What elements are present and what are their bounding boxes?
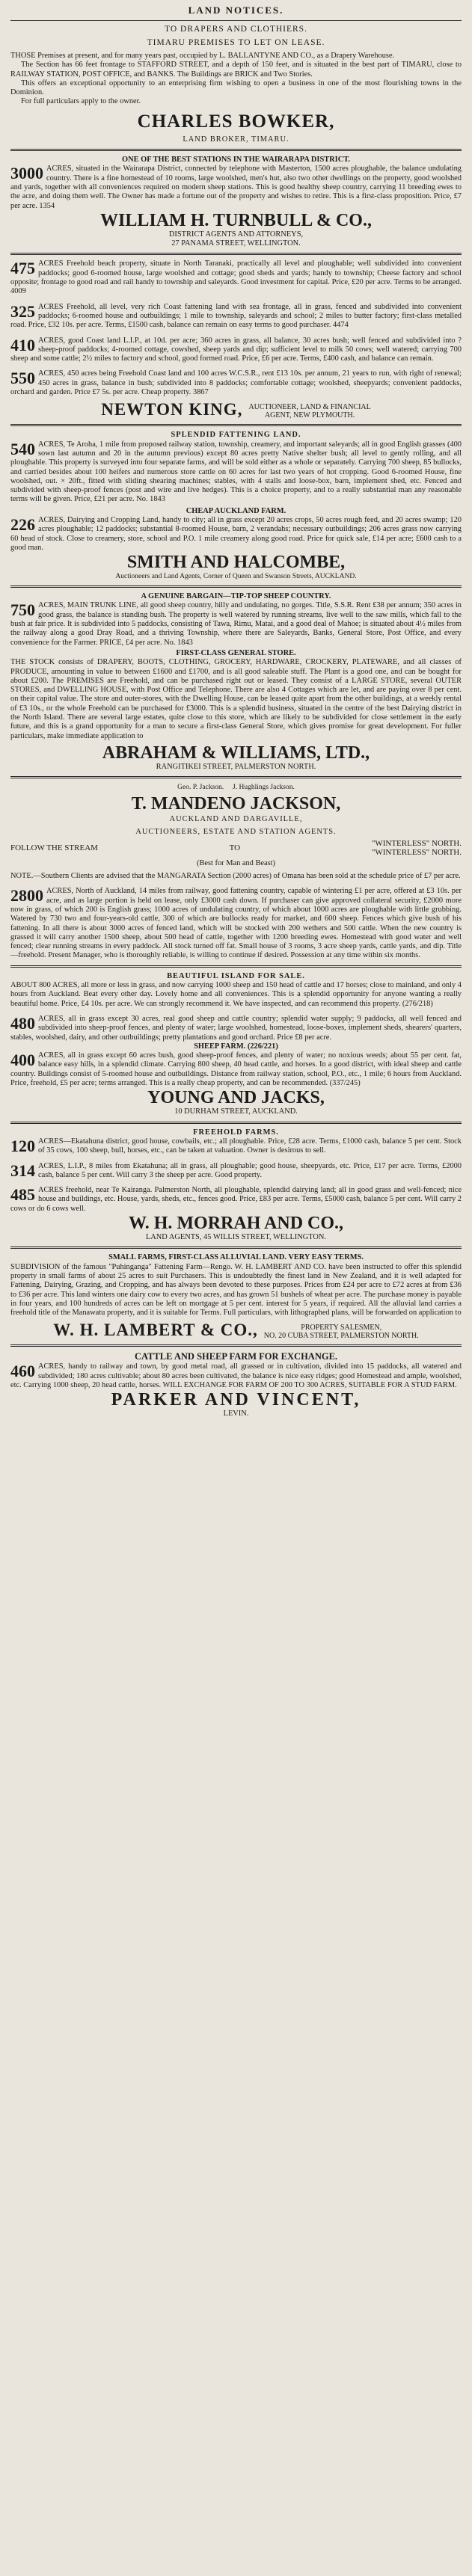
divider <box>10 424 462 426</box>
agent-address: RANGITIKEI STREET, PALMERSTON NORTH. <box>156 762 316 771</box>
agent-address: LAND AGENTS, 45 WILLIS STREET, WELLINGTON. <box>145 1233 327 1242</box>
agent-title: DISTRICT AGENTS AND ATTORNEYS, <box>168 230 304 239</box>
ad-ref: 3867 <box>193 388 209 397</box>
agent-place: AUCKLAND AND DARGAVILLE, <box>169 815 303 824</box>
agent-address: 10 DURHAM STREET, AUCKLAND. <box>174 1107 298 1116</box>
agent-title: AUCTIONEER, LAND & FINANCIAL <box>248 403 371 412</box>
ad-ref: No. 1843 <box>136 495 165 504</box>
listing-body: ACRES, Dairying and Cropping Land, handy to city; all in grass except 20 acres crops, 50 acres rough feed, and 20 acres swamp; 120 acres ploughable; 12 paddocks; substantial 8-roomed House, barn, 2 verandahs; necessary outbuildings; 206 acres grass now carrying 60 head of stock. Close to creamery, store, school and P.O. 1 mile creamery along good road. Price for quick sale, £14 per acre; £600 cash to a good man. <box>10 515 462 552</box>
ad-heading: BEAUTIFUL ISLAND FOR SALE. <box>167 971 305 980</box>
ad-heading: SMALL FARMS, FIRST-CLASS ALLUVIAL LAND. VERY EASY TERMS. <box>108 1253 364 1262</box>
acreage-number: 400 <box>10 1051 35 1070</box>
slogan-to: TO <box>229 843 241 852</box>
acreage-number: 485 <box>10 1185 35 1205</box>
acreage-number: 475 <box>10 259 35 278</box>
listing-body: ACRES—Ekatahuna district, good house, cowbails, etc.; all ploughable. Price, £28 acre. Terms, £1000 cash, balance 5 per cent. Stock of 35 cows, 100 sheep, bull, horses, etc., can be taken at valuation. Owner is desirous to sell. <box>38 1137 462 1155</box>
ad-morrah <box>10 1128 462 1243</box>
ad-body: ACRES, situated in the Wairarapa District, connected by telephone with Masterton, 1500 acres ploughable, the balance undulating country. There is a fine homestead of 10 rooms, large woolshed, men's hut, also two other dwellings on the property, good woolshed and yards, together with all conveniences required on modern sheep stations. This is good healthy sheep country, carrying 11 breeding ewes to the acre, and doing them well. The Owner has made a fortune out of the property and wishes to retire. This is a first-class proposition. Price, £7 per acre. <box>10 165 462 210</box>
agent-name: CHARLES BOWKER, <box>137 111 335 132</box>
acreage-number: 2800 <box>10 886 43 906</box>
divider <box>10 253 462 255</box>
divider <box>10 776 462 778</box>
agent-place: LEVIN. <box>223 1410 249 1418</box>
listing-body: ACRES, North of Auckland, 14 miles from railway, good fattening country, capable of wintering £1 per acre, offered at £3 10s. per acre, and as large portion is held on lease, only £3000 cash down. If purchaser can give approved collateral security, £2000 more now in grass, of which 200 is English grass; 1000 acres of undulating country, of which about 1000 acres are ploughable with little grubbing. Watered by 730 two and four-years-old cattle, 300 of which are bullocks ready for market, and 600 sheep. Fences which give bush of his fattening. In all there is about 3000 acres of fenced land, which will be stocked with 200 wethers and 500 cattle. When the new country is grassed it will carry another 1500 sheep, about 500 head of cattle, together with 1200 breeding ewes. Homestead with good water and well fenced; clear running streams in every paddock. All stock turned off fat. Small house of 3 rooms, 3 acre sheep yards, cattle yards, and dip. Title—freehold. Present Manager, who is thoroughly reliable, is willing to continue if desired. Possession at any time within six months. <box>10 887 462 960</box>
slogan-row <box>10 839 462 857</box>
partner-names: Geo. P. Jackson. J. Hughlings Jackson. <box>177 784 295 792</box>
ad-body: This offers an exceptional opportunity to an enterprising firm wishing to open a business in one of the most flourishing towns in the Dominion. <box>10 79 462 97</box>
listing-body: ACRES, good Coast land L.I.P., at 10d. per acre; 360 acres in grass, all balance, 30 acres bush; well fenced and subdivided into ? sheep-proof paddocks; 4-roomed cottage, cowshed, sheep yards and dip; sufficient level to milk 50 cows; well watered; carrying 700 sheep and some cattle; 2½ miles to factory and school, good formed road. Price, £6 per acre. Terms, £400 cash, and balance can remain. <box>10 336 462 363</box>
slogan-right: "WINTERLESS" NORTH. <box>371 838 462 848</box>
ad-heading: A GENUINE BARGAIN—TIP-TOP SHEEP COUNTRY. <box>141 592 331 601</box>
acreage-number: 480 <box>10 1013 35 1033</box>
listing-body: ACRES, MAIN TRUNK LINE, all good sheep country, hilly and undulating, no gorges. Title, S.S.R. Rent £38 per annum; 350 acres in good grass, the balance is standing bush. The property is well watered by running streams, live well to the saw mills, which fall to the bush at fair price. It is subdivided into 5 paddocks, consisting of Tawa, Rimu, Matai, and a good deal of Mahoe; is situated about 4½ miles from the railway along a good Dray Road, and a thriving Township, where there are Saleyards, Banks, General Store, Post Office, and every convenience for the Farmer. PRICE, £4 per acre. <box>10 601 462 647</box>
ad-parker-vincent <box>10 1351 462 1418</box>
ad-subheading: FIRST-CLASS GENERAL STORE. <box>176 648 296 657</box>
ad-subheading: TIMARU PREMISES TO LET ON LEASE. <box>147 38 325 47</box>
ad-heading: ONE OF THE BEST STATIONS IN THE WAIRARAPA DISTRICT. <box>122 156 350 165</box>
ad-heading: SPLENDID FATTENING LAND. <box>171 431 301 440</box>
agent-address: 27 PANAMA STREET, WELLINGTON. <box>171 239 301 248</box>
agent-name: W. H. LAMBERT & CO., <box>53 1321 258 1340</box>
acreage-number: 410 <box>10 335 35 354</box>
ad-subheading: SHEEP FARM. <box>194 1042 246 1051</box>
listing-body: ACRES, Te Aroha, 1 mile from proposed railway station, township, creamery, and important saleyards; all in good English grasses (400 sown last autumn and 20 in the autumn previous) except 80 acres pretty Native shelter bush; all level to gently rolling, and all ploughable. This property is surveyed into four separate farms, and will be sold either as a whole or separately. Carrying 700 sheep, 85 bullocks, and carried besides about 100 heifers and numerous store cattle on 60 acres for last two years of hot cropping. Good 6-roomed House, fine woolshed, out. × 20ft., fitted with sliding shearing machines; stables, with 4 stalls and loose-box, barn, implement shed, etc. Fenced and subdivided with sheep-proof fences (post and wire and live hedges). This is a choice property, and to a really substantial man any reasonable terms will be given. Price, £21 per acre. <box>10 440 462 504</box>
ad-ref: 1354 <box>39 201 55 210</box>
ad-jackson <box>10 783 462 961</box>
ad-heading: TO DRAPERS AND CLOTHIERS. <box>165 25 307 34</box>
ad-heading: FREEHOLD FARMS. <box>193 1128 279 1137</box>
agent-name: SMITH AND HALCOMBE, <box>126 553 346 573</box>
ad-subheading: CHEAP AUCKLAND FARM. <box>186 506 286 515</box>
listing-body: ACRES, all in grass except 60 acres bush, good sheep-proof fences, and plenty of water; no noxious weeds; about 55 per cent. fat, balance easy hills, in a splendid climate. Carrying 800 sheep, 40 head cattle, and horses. In a good district, with ideal sheep and cattle country. Buildings consist of 5-roomed house and outbuildings. Distance from railway station, school, P.O., etc., 1 mile; 6 hours from Auckland. Price, freehold, £5 per acre; terms arranged. This is a really cheap property, and can be recommended. <box>10 1051 462 1088</box>
ad-drapers <box>10 25 462 144</box>
ad-smith-halcombe <box>10 431 462 581</box>
acreage-number: 226 <box>10 514 35 534</box>
ad-ref: (226/221) <box>247 1042 278 1051</box>
divider <box>10 585 462 588</box>
ad-newton-king <box>10 259 462 419</box>
agent-title: AUCTIONEERS, ESTATE AND STATION AGENTS. <box>135 827 337 836</box>
ad-ref: (276/218) <box>402 999 433 1008</box>
ad-ref: No. 1843 <box>164 638 193 647</box>
agent-title: PROPERTY SALESMEN, <box>301 1324 382 1332</box>
ad-ref: 4009 <box>10 287 26 296</box>
ad-body: THOSE Premises at present, and for many years past, occupied by L. BALLANTYNE AND CO., as a Drapery Warehouse. <box>10 52 395 60</box>
acreage-number: 750 <box>10 600 35 620</box>
agent-address: AGENT, NEW PLYMOUTH. <box>264 411 355 420</box>
listing-body: ACRES, L.I.P., 8 miles from Ekatahuna; all in grass, all ploughable; good house, sheepyards, etc. Price, £17 per acre. Terms, £2000 cash, balance 5 per cent. Will carry 3 the sheep per acre. Good property. <box>38 1161 462 1179</box>
divider <box>10 1344 462 1347</box>
agent-name: YOUNG AND JACKS, <box>147 1088 325 1108</box>
ad-abraham-williams <box>10 592 462 772</box>
acreage-number: 325 <box>10 301 35 321</box>
agent-name: W. H. MORRAH AND CO., <box>128 1214 344 1234</box>
acreage-number: 460 <box>10 1362 35 1381</box>
agent-name: NEWTON KING, <box>101 400 243 419</box>
agent-name: T. MANDENO JACKSON, <box>131 794 341 814</box>
listing-body: ACRES, handy to railway and town, by good metal road, all grassed or in cultivation, divided into 15 paddocks, all watered and subdivided; 180 acres cultivable; about 80 acres been cultivated, the balance is nice easy ridges; good Homestead and ample, woolshed, etc. Carrying 1000 sheep, 20 head cattle, horses. WILL EXCHANGE FOR FARM OF 200 TO 300 ACRES, SUITABLE FOR A STUD FARM. <box>10 1362 462 1389</box>
divider <box>10 965 462 968</box>
acreage-number: 120 <box>10 1136 35 1155</box>
listing-body: SUBDIVISION of the famous "Puhinganga" Fattening Farm—Rengo. W. H. LAMBERT AND CO. have been instructed to offer this splendid property in small farms of about 25 acres to suit Purchasers. This is undoubtedly the finest land in New Zealand, and it is well adapted for Fattening, Dairying, Grazing, and Cropping, and has always been devoted to these purposes. Prices from £24 per acre to £72 acres at from £36 to £36 per acre. This land winters one dairy cow to every two acres, and has grown 51 bushels of wheat per acre. The purchase money is payable in four years, and 100 hundreds of acres can be left on mortgage at 5 per cent. interest for 5 years, if required. All the alluvial land carries a freehold title of the Manawatu property, and it is suitable for Terms. Full particulars, with lithographed plans, will be forwarded on application to <box>10 1262 462 1318</box>
listing-body: ACRES, all in grass except 30 acres, real good sheep and cattle country; splendid water supply; 9 paddocks, all well fenced and subdivided into sheep-proof fences, and plenty of water; large woolshed, homestead, loose-boxes, implement sheds, shearers' quarters, stables, woolshed, dairy, and other outbuildings; pretty plantations and good orchard. Price £8 per acre. <box>10 1014 462 1042</box>
slogan-right: "WINTERLESS" NORTH. <box>371 847 462 857</box>
listing-body: ACRES Freehold beach property, situate in North Taranaki, practically all level and ploughable; well subdivided into convenient paddocks; good 6-roomed house, large woolshed and cottage; good sheds and yards; handy to township; Cheese factory and school opposite; frontage to good road and rail handy to township and saleyards. Good investment for capital. Price, £20 per acre. Terms to be arranged. <box>10 259 462 287</box>
ad-note: NOTE.—Southern Clients are advised that the MANGARATA Section (2000 acres) of Omana has been sold at the schedule price of £7 per acre. <box>10 872 461 881</box>
ad-ref: (337/245) <box>329 1079 361 1088</box>
acreage-number: 540 <box>10 439 35 458</box>
listing-body: ACRES Freehold, all level, very rich Coast fattening land with sea frontage, all in grass, fenced and subdivided into convenient paddocks; 6-roomed house and outbuildings; 1 mile to township, saleyards and school; 2 miles to butter factory; first-class metalled road. Price, £32 10s. per acre. Terms, £1500 cash, balance can remain on easy terms to good purchaser. <box>10 302 462 330</box>
agent-title: LAND BROKER, TIMARU. <box>183 135 289 144</box>
divider <box>10 20 462 21</box>
divider <box>10 1122 462 1124</box>
listing-body: ACRES freehold, near Te Kairanga. Palmerston North, all ploughable, splendid dairying land; all in good grass and well-fenced; nice house and buildings, etc. House, yards, sheds, etc., fences good. Price, £83 per acre. Terms, £5000 cash, balance 5 per cent. Will carry 2 cows or do 6 cows well. <box>10 1186 462 1213</box>
acreage-number: 550 <box>10 369 35 388</box>
listing-body: THE STOCK consists of DRAPERY, BOOTS, CLOTHING, GROCERY, HARDWARE, CROCKERY, PLATEWARE, and all classes of PRODUCE, amounting in value to between £1600 and £1700, and is all good saleable stuff. The Plant is a good one, and can be bought for about £200. The PREMISES are Freehold, and can be purchased right out or leased. They consist of a LARGE STORE, several OUTER STORES, and DWELLING HOUSE, with Post Office and Telephone. There are also 4 Cottages which are let, and are paying over 8 per cent. on their capital value. The store and outer-stores, with the Dwelling House, can be leased quite apart from the other buildings, at a weekly rental of £3 10s., or the whole Freehold can be purchased for £3000. This is a splendid business, situated in the centre of the best Dairying district in the North Island. There are several large estates, quite close to this store, which are likely to be subdivided for close settlement in the early future, and this is a grand opportunity for a man to secure a first-class General Store, which gives promise for great development. For fuller particulars, make immediate application to <box>10 658 462 740</box>
divider <box>10 1246 462 1249</box>
ad-turnbull <box>10 156 462 248</box>
agent-name: PARKER AND VINCENT, <box>111 1390 361 1410</box>
slogan-left: FOLLOW THE STREAM <box>10 843 98 852</box>
page-title: LAND NOTICES. <box>188 4 284 16</box>
agent-name: WILLIAM H. TURNBULL & CO., <box>100 210 372 230</box>
slogan-note: (Best for Man and Beast) <box>196 858 276 867</box>
listing-body: ABOUT 800 ACRES, all more or less in grass, and now carrying 1000 sheep and 150 head of cattle and 17 horses; close to mainland, and only 4 hours from Auckland. Beat every other day. Lovely home and all conveniences. This is a splendid opportunity for anyone wanting a really beautiful home. Price, £4 10s. per acre. We can strongly recommend it. We have inspected, and can recommend this property. <box>10 981 462 1008</box>
agent-name: ABRAHAM & WILLIAMS, LTD., <box>102 743 370 763</box>
ad-heading: CATTLE AND SHEEP FARM FOR EXCHANGE. <box>134 1351 338 1362</box>
agent-address: Auctioneers and Land Agents, Corner of Queen and Swanson Streets, AUCKLAND. <box>115 573 357 581</box>
listing-body: ACRES, 450 acres being Freehold Coast land and 100 acres W.C.S.R., rent £13 10s. per annum, 21 years to run, with right of renewal; 450 acres in grass, balance in bush; subdivided into 8 paddocks; comfortable cottage; woolshed, sheepyards; convenient paddocks, orchard and garden. Price £7 5s. per acre. Cheap property. <box>10 369 462 397</box>
ad-young-jacks <box>10 972 462 1117</box>
acreage-number: 314 <box>10 1161 35 1180</box>
agent-address: NO. 20 CUBA STREET, PALMERSTON NORTH. <box>263 1332 419 1341</box>
ad-ref: 4474 <box>333 321 349 330</box>
acreage-number: 3000 <box>10 164 43 183</box>
ad-body: The Section has 66 feet frontage to STAFFORD STREET, and a depth of 150 feet, and is situated in the best part of TIMARU, close to RAILWAY STATION, POST OFFICE, and BANKS. The Buildings are BRICK and Two Stories. <box>10 61 462 79</box>
ad-lambert <box>10 1253 462 1340</box>
divider <box>10 149 462 151</box>
ad-body: For full particulars apply to the owner. <box>21 97 141 106</box>
